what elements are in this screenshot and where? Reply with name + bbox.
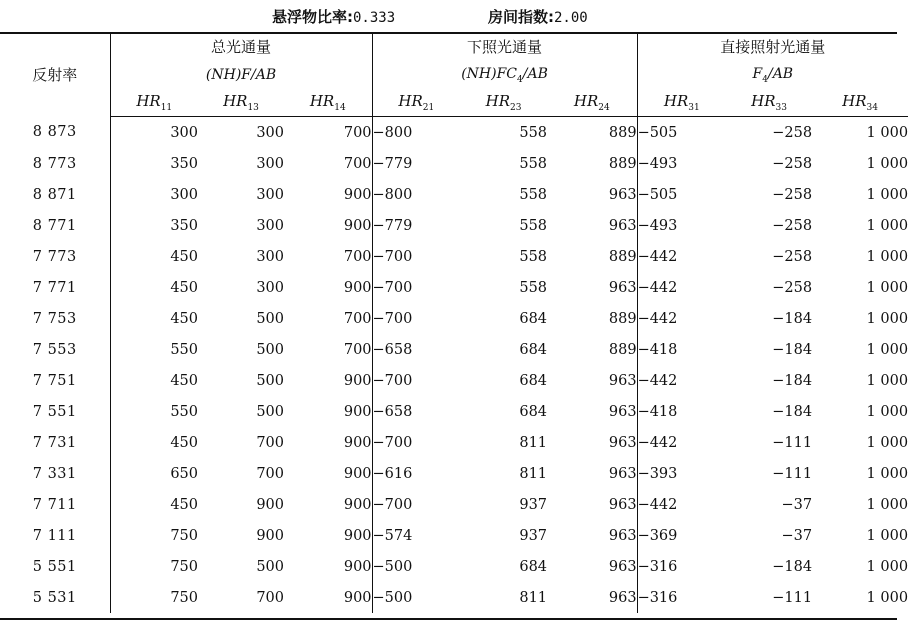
value-cell: 963 — [608, 527, 637, 544]
sub-header-hr23: $HR_{23}$ — [460, 89, 547, 117]
value-cell: −442 — [637, 489, 726, 520]
value-cell: 500 — [256, 341, 284, 358]
value-cell: −700 — [372, 241, 460, 272]
sub-header-hr24: $HR_{24}$ — [547, 89, 637, 117]
value-cell: 750 — [110, 551, 198, 582]
group-title-downward: 下照光通量 — [372, 32, 637, 61]
table-row — [0, 489, 908, 520]
table-row — [0, 210, 908, 241]
index-label: 房间指数: — [488, 8, 554, 26]
sub-header-hr21: $HR_{21}$ — [372, 89, 460, 117]
value-cell: 1 000 — [866, 217, 908, 234]
value-cell: 1 000 — [866, 465, 908, 482]
value-cell: 450 — [110, 272, 198, 303]
value-cell: −500 — [372, 582, 460, 613]
value-cell: 1 000 — [866, 279, 908, 296]
value-cell: 1 000 — [866, 527, 908, 544]
value-cell: −258 — [772, 248, 813, 265]
ratio-value: 0.333 — [353, 10, 396, 26]
value-cell: 1 000 — [866, 186, 908, 203]
value-cell: −442 — [637, 427, 726, 458]
table-row — [0, 365, 908, 396]
value-cell: 1 000 — [866, 155, 908, 172]
sub-header-hr14: $HR_{14}$ — [284, 89, 372, 117]
value-cell: 300 — [110, 179, 198, 210]
ratio-label: 悬浮物比率: — [272, 8, 353, 26]
value-cell: −111 — [772, 465, 813, 482]
value-cell: 300 — [256, 217, 284, 234]
value-cell: 300 — [110, 117, 198, 149]
reflectance-cell: 7 731 — [32, 434, 77, 451]
value-cell: 558 — [519, 248, 548, 265]
value-cell: −505 — [637, 117, 726, 149]
value-cell: 889 — [608, 124, 637, 141]
value-cell: 300 — [256, 248, 284, 265]
reflectance-cell: 7 771 — [32, 279, 77, 296]
reflectance-cell: 5 531 — [32, 589, 77, 606]
value-cell: 889 — [608, 155, 637, 172]
value-cell: 684 — [519, 310, 548, 327]
table-row — [0, 272, 908, 303]
value-cell: −779 — [372, 148, 460, 179]
reflectance-cell: 8 871 — [32, 186, 77, 203]
value-cell: −258 — [772, 124, 813, 141]
value-cell: −258 — [772, 279, 813, 296]
value-cell: −184 — [772, 372, 813, 389]
table-row — [0, 179, 908, 210]
value-cell: 963 — [608, 372, 637, 389]
value-cell: −493 — [637, 148, 726, 179]
index-value: 2.00 — [554, 10, 588, 26]
value-cell: 750 — [110, 582, 198, 613]
sub-header-hr13: $HR_{13}$ — [198, 89, 284, 117]
value-cell: 937 — [519, 496, 548, 513]
value-cell: 900 — [256, 496, 284, 513]
value-cell: 900 — [343, 527, 372, 544]
sub-header-hr11: $HR_{11}$ — [110, 89, 198, 117]
value-cell: 750 — [110, 520, 198, 551]
value-cell: 700 — [343, 248, 372, 265]
value-cell: 700 — [343, 155, 372, 172]
value-cell: −258 — [772, 217, 813, 234]
value-cell: −258 — [772, 186, 813, 203]
value-cell: 450 — [110, 241, 198, 272]
value-cell: −658 — [372, 396, 460, 427]
value-cell: 937 — [519, 527, 548, 544]
group-title-direct: 直接照射光通量 — [637, 32, 908, 61]
reflectance-cell: 7 111 — [32, 527, 77, 544]
value-cell: 300 — [256, 124, 284, 141]
value-cell: 1 000 — [866, 496, 908, 513]
value-cell: 350 — [110, 148, 198, 179]
value-cell: 963 — [608, 403, 637, 420]
value-cell: 700 — [343, 310, 372, 327]
reflectance-cell: 7 773 — [32, 248, 77, 265]
reflectance-cell: 8 773 — [32, 155, 77, 172]
value-cell: 558 — [519, 124, 548, 141]
table-row — [0, 520, 908, 551]
reflectance-header: 反射率 — [32, 65, 78, 84]
table-body — [0, 117, 908, 614]
table-row — [0, 303, 908, 334]
value-cell: 1 000 — [866, 558, 908, 575]
value-cell: −800 — [372, 117, 460, 149]
value-cell: 500 — [256, 403, 284, 420]
value-cell: 900 — [343, 558, 372, 575]
group-formula-downward: $(NH)FC_4/AB$ — [372, 61, 637, 89]
value-cell: −574 — [372, 520, 460, 551]
value-cell: −418 — [637, 396, 726, 427]
value-cell: 300 — [256, 155, 284, 172]
reflectance-table — [0, 32, 908, 613]
value-cell: 700 — [256, 589, 284, 606]
group-formula-total: (NH)F/AB — [110, 61, 372, 89]
value-cell: 558 — [519, 186, 548, 203]
reflectance-cell: 7 553 — [32, 341, 77, 358]
value-cell: 811 — [519, 434, 548, 451]
value-cell: −184 — [772, 341, 813, 358]
value-cell: 889 — [608, 248, 637, 265]
value-cell: −500 — [372, 551, 460, 582]
value-cell: 1 000 — [866, 310, 908, 327]
value-cell: 900 — [343, 217, 372, 234]
value-cell: −800 — [372, 179, 460, 210]
value-cell: 1 000 — [866, 372, 908, 389]
value-cell: 684 — [519, 372, 548, 389]
table-header — [0, 32, 908, 117]
reflectance-cell: 7 753 — [32, 310, 77, 327]
value-cell: 963 — [608, 279, 637, 296]
value-cell: 900 — [343, 279, 372, 296]
value-cell: 1 000 — [866, 248, 908, 265]
value-cell: −316 — [637, 582, 726, 613]
table-row — [0, 458, 908, 489]
value-cell: −700 — [372, 303, 460, 334]
value-cell: 550 — [110, 396, 198, 427]
ratio-caption — [272, 6, 395, 27]
value-cell: 500 — [256, 310, 284, 327]
value-cell: −442 — [637, 272, 726, 303]
value-cell: 900 — [256, 527, 284, 544]
value-cell: 700 — [256, 465, 284, 482]
value-cell: −700 — [372, 427, 460, 458]
reflectance-cell: 8 771 — [32, 217, 77, 234]
value-cell: 450 — [110, 365, 198, 396]
value-cell: −393 — [637, 458, 726, 489]
value-cell: 650 — [110, 458, 198, 489]
value-cell: 500 — [256, 372, 284, 389]
value-cell: −442 — [637, 241, 726, 272]
value-cell: 963 — [608, 217, 637, 234]
value-cell: 900 — [343, 589, 372, 606]
value-cell: 684 — [519, 558, 548, 575]
group-formula-direct: $F_4/AB$ — [637, 61, 908, 89]
reflectance-cell: 7 751 — [32, 372, 77, 389]
value-cell: −700 — [372, 489, 460, 520]
value-cell: 1 000 — [866, 589, 908, 606]
value-cell: 684 — [519, 341, 548, 358]
reflectance-cell: 7 711 — [32, 496, 77, 513]
value-cell: 1 000 — [866, 403, 908, 420]
value-cell: 700 — [343, 124, 372, 141]
table-row — [0, 551, 908, 582]
value-cell: −616 — [372, 458, 460, 489]
value-cell: −111 — [772, 434, 813, 451]
value-cell: 700 — [256, 434, 284, 451]
value-cell: 811 — [519, 589, 548, 606]
value-cell: −418 — [637, 334, 726, 365]
value-cell: 963 — [608, 465, 637, 482]
value-cell: 558 — [519, 155, 548, 172]
value-cell: 684 — [519, 403, 548, 420]
value-cell: −184 — [772, 403, 813, 420]
value-cell: −700 — [372, 365, 460, 396]
value-cell: −700 — [372, 272, 460, 303]
value-cell: −369 — [637, 520, 726, 551]
value-cell: 1 000 — [866, 341, 908, 358]
value-cell: 889 — [608, 341, 637, 358]
value-cell: 900 — [343, 465, 372, 482]
value-cell: 900 — [343, 496, 372, 513]
value-cell: −493 — [637, 210, 726, 241]
value-cell: 1 000 — [866, 124, 908, 141]
value-cell: 558 — [519, 217, 548, 234]
value-cell: 500 — [256, 558, 284, 575]
table-row — [0, 148, 908, 179]
value-cell: 900 — [343, 186, 372, 203]
value-cell: 963 — [608, 186, 637, 203]
value-cell: −184 — [772, 310, 813, 327]
value-cell: −37 — [781, 496, 813, 513]
value-cell: 889 — [608, 310, 637, 327]
value-cell: 963 — [608, 434, 637, 451]
value-cell: 558 — [519, 279, 548, 296]
value-cell: 350 — [110, 210, 198, 241]
value-cell: 300 — [256, 186, 284, 203]
value-cell: 900 — [343, 403, 372, 420]
sub-header-hr34: $HR_{34}$ — [812, 89, 908, 117]
index-caption — [488, 6, 588, 27]
value-cell: −258 — [772, 155, 813, 172]
value-cell: 450 — [110, 303, 198, 334]
value-cell: 450 — [110, 489, 198, 520]
table-row — [0, 334, 908, 365]
sub-header-hr31: $HR_{31}$ — [637, 89, 726, 117]
value-cell: 963 — [608, 496, 637, 513]
table-caption — [0, 6, 900, 28]
table-row — [0, 117, 908, 149]
value-cell: −184 — [772, 558, 813, 575]
value-cell: 900 — [343, 434, 372, 451]
value-cell: −779 — [372, 210, 460, 241]
table-row — [0, 427, 908, 458]
value-cell: 450 — [110, 427, 198, 458]
table-row — [0, 582, 908, 613]
value-cell: 1 000 — [866, 434, 908, 451]
value-cell: −442 — [637, 303, 726, 334]
value-cell: 963 — [608, 558, 637, 575]
value-cell: −316 — [637, 551, 726, 582]
value-cell: 811 — [519, 465, 548, 482]
value-cell: −37 — [781, 527, 813, 544]
reflectance-cell: 7 331 — [32, 465, 77, 482]
group-title-total: 总光通量 — [110, 32, 372, 61]
value-cell: −111 — [772, 589, 813, 606]
value-cell: 900 — [343, 372, 372, 389]
reflectance-cell: 7 551 — [32, 403, 77, 420]
value-cell: 963 — [608, 589, 637, 606]
value-cell: −442 — [637, 365, 726, 396]
value-cell: 300 — [256, 279, 284, 296]
value-cell: 700 — [343, 341, 372, 358]
reflectance-cell: 8 873 — [32, 124, 77, 141]
value-cell: −505 — [637, 179, 726, 210]
table-row — [0, 396, 908, 427]
sub-header-hr33: $HR_{33}$ — [726, 89, 812, 117]
reflectance-cell: 5 551 — [32, 558, 77, 575]
value-cell: −658 — [372, 334, 460, 365]
value-cell: 550 — [110, 334, 198, 365]
table-row — [0, 241, 908, 272]
